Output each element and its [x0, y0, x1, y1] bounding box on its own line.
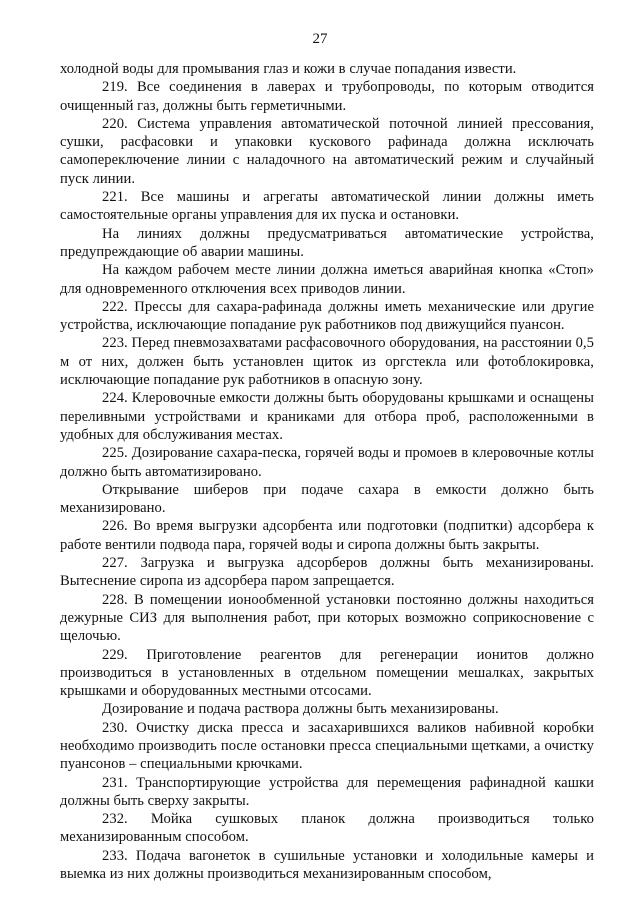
- paragraph: 229. Приготовление реагентов для регенерации ионитов должно производиться в установленных в отдельном помещении мешалках, закрытых крышками и оборудованных местными отсосами.: [60, 646, 594, 700]
- paragraph: 223. Перед пневмозахватами расфасовочного оборудования, на расстоянии 0,5 м от них, должен быть установлен щиток из оргстекла или фотоблокировка, исключающие попадание рук работников в опасную зону.: [60, 335, 594, 389]
- paragraph: Дозирование и подача раствора должны быть механизированы.: [102, 701, 499, 718]
- paragraph: На каждом рабочем месте линии должна иметься аварийная кнопка «Стоп» для одновременного отключения всех приводов линии.: [60, 262, 594, 297]
- paragraph-continuation: холодной воды для промывания глаз и кожи в случае попадания извести.: [60, 61, 517, 77]
- paragraph: 221. Все машины и агрегаты автоматической линии должны иметь самостоятельные органы управления для их пуска и остановки.: [60, 189, 594, 224]
- document-body: [60, 60, 594, 883]
- paragraph: 225. Дозирование сахара-песка, горячей воды и промоев в клеровочные котлы должно быть автоматизировано.: [60, 445, 594, 480]
- paragraph: 220. Система управления автоматической поточной линией прессования, сушки, расфасовки и упаковки кускового рафинада должна исключать самопереключение линии с наладочного на автоматический режим и случайный пуск линии.: [60, 115, 594, 187]
- paragraph: 219. Все соединения в лаверах и трубопроводы, по которым отводится очищенный газ, должны быть герметичными.: [60, 79, 594, 114]
- paragraph: На линиях должны предусматриваться автоматические устройства, предупреждающие об аварии машины.: [60, 225, 594, 260]
- paragraph: 222. Прессы для сахара-рафинада должны иметь механические или другие устройства, исключающие попадание рук работников под движущийся пуансон.: [60, 298, 594, 334]
- paragraph: 226. Во время выгрузки адсорбента или подготовки (подпитки) адсорбера к работе вентили подвода пара, горячей воды и сиропа должны быть закрыты.: [60, 518, 594, 553]
- paragraph: 232. Мойка сушковых планок должна производиться только механизированным способом.: [60, 811, 594, 846]
- paragraph: 224. Клеровочные емкости должны быть оборудованы крышками и оснащены переливными устройствами и краниками для отбора проб, расположенными в удобных для обслуживания местах.: [60, 390, 594, 443]
- paragraph: Открывание шиберов при подаче сахара в емкости должно быть механизировано.: [60, 481, 594, 517]
- paragraph: 228. В помещении ионообменной установки постоянно должны находиться дежурные СИЗ для выполнения работ, при которых возможно соприкосновение с щелочью.: [60, 591, 594, 645]
- paragraph: 227. Загрузка и выгрузка адсорберов должны быть механизированы. Вытеснение сиропа из адсорбера паром запрещается.: [60, 555, 594, 590]
- paragraph: 230. Очистку диска пресса и засахарившихся валиков набивной коробки необходимо производить после остановки пресса специальными щетками, а очистку пуансонов – специальными крючками.: [60, 719, 594, 773]
- page-number: 27: [312, 31, 328, 47]
- paragraph: 231. Транспортирующие устройства для перемещения рафинадной кашки должны быть сверху закрыты.: [60, 774, 594, 809]
- paragraph: 233. Подача вагонеток в сушильные установки и холодильные камеры и выемка из них должны производиться механизированным способом,: [60, 847, 594, 883]
